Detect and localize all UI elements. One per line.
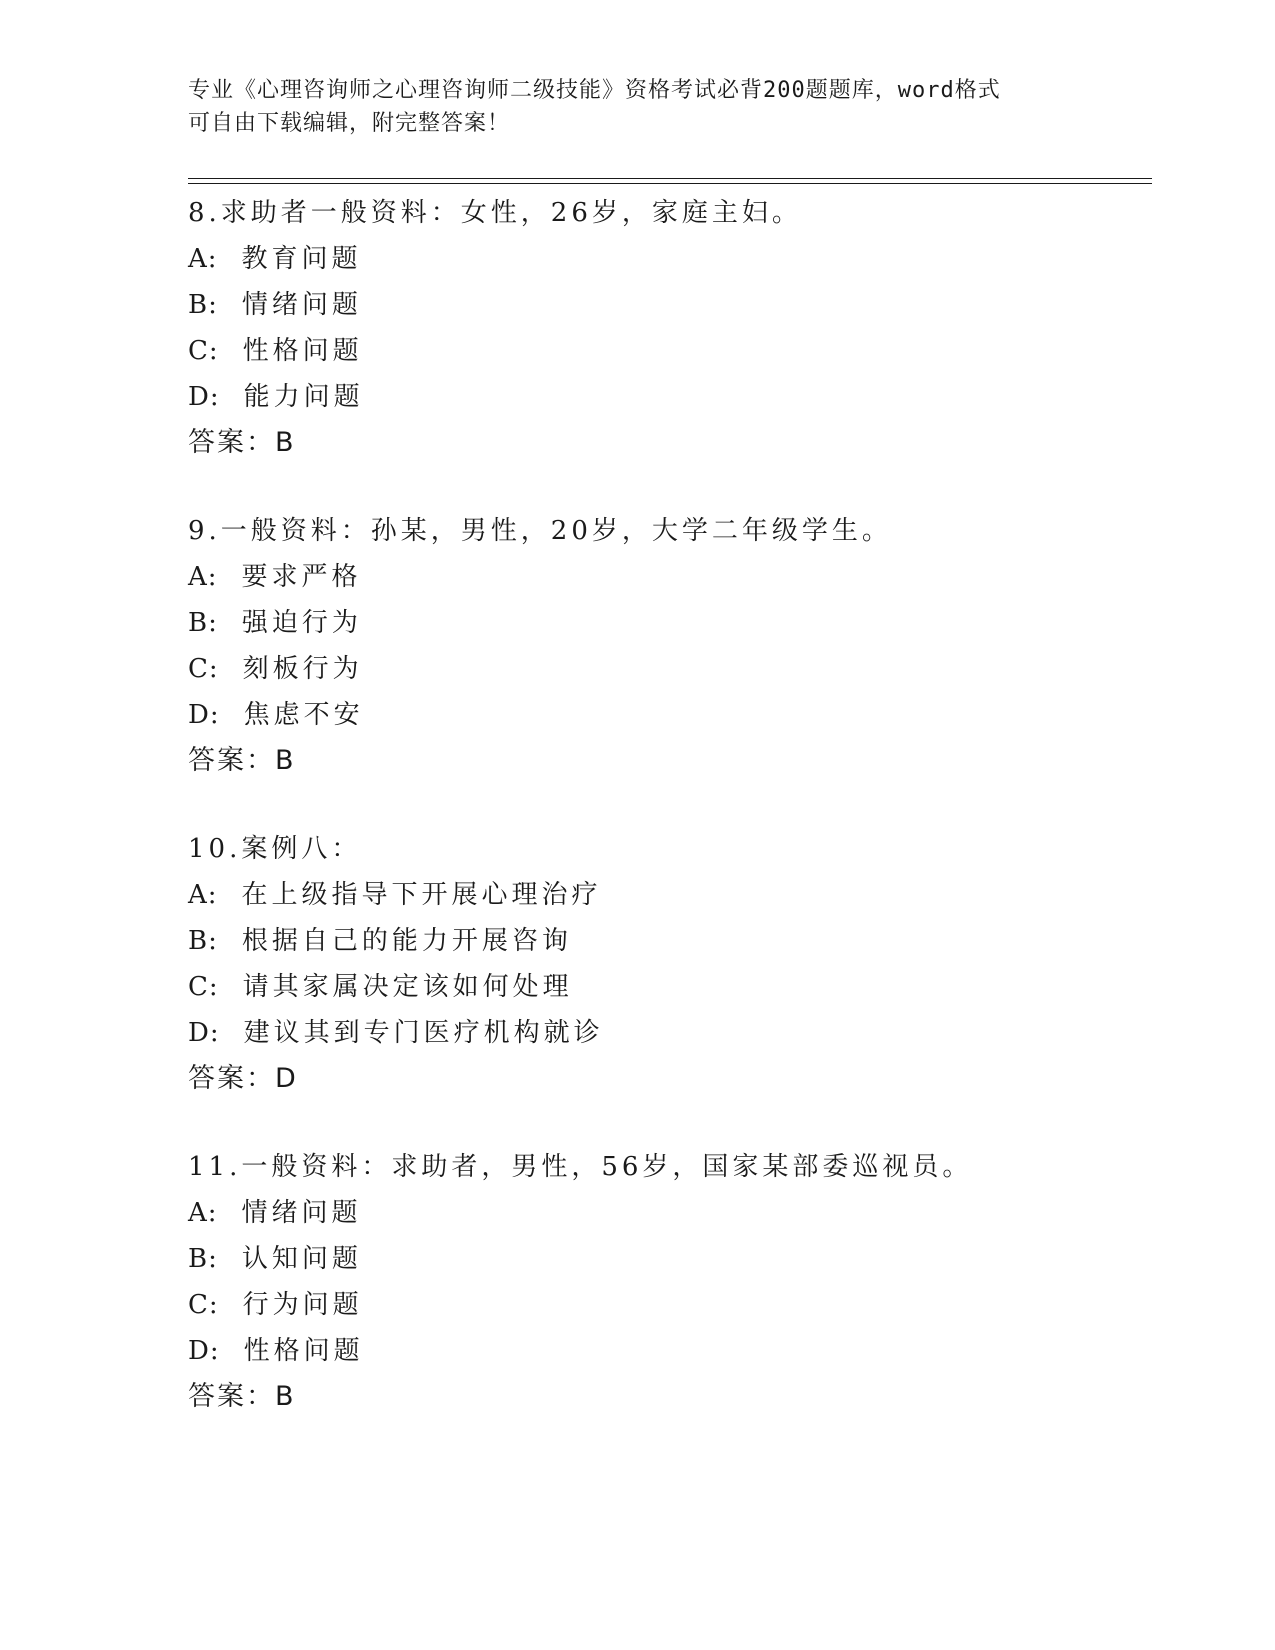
option-text: 请其家属决定该如何处理 <box>242 972 573 1002</box>
answer-line: 答案：D <box>188 1063 298 1094</box>
header-line-2: 可自由下载编辑，附完整答案！ <box>188 111 511 136</box>
option-letter: D: <box>188 700 220 730</box>
option-b <box>188 1236 1148 1282</box>
option-c <box>188 646 1148 692</box>
option-b <box>188 600 1148 646</box>
header-divider-top <box>188 178 1152 179</box>
option-a <box>188 236 1148 282</box>
option-text: 根据自己的能力开展咨询 <box>241 926 572 956</box>
option-text: 强迫行为 <box>241 608 362 638</box>
question-stem: 11.一般资料：求助者，男性，56岁，国家某部委巡视员。 <box>188 1152 973 1182</box>
option-letter: C: <box>188 654 219 684</box>
option-d <box>188 1010 1148 1056</box>
question-10 <box>188 826 1148 1102</box>
option-d <box>188 1328 1148 1374</box>
question-stem: 10.案例八： <box>188 834 362 864</box>
option-text: 能力问题 <box>243 382 364 412</box>
option-b <box>188 282 1148 328</box>
header-divider-bottom <box>188 183 1152 184</box>
option-b <box>188 918 1148 964</box>
option-letter: C: <box>188 336 219 366</box>
question-stem: 8.求助者一般资料：女性，26岁，家庭主妇。 <box>188 198 802 228</box>
answer-line: 答案：B <box>188 427 296 458</box>
option-letter: D: <box>188 1336 220 1366</box>
option-letter: C: <box>188 1290 219 1320</box>
option-c <box>188 1282 1148 1328</box>
question-list <box>188 190 1148 1462</box>
option-c <box>188 328 1148 374</box>
option-d <box>188 692 1148 738</box>
option-c <box>188 964 1148 1010</box>
question-8 <box>188 190 1148 466</box>
header-line-1: 专业《心理咨询师之心理咨询师二级技能》资格考试必背200题题库，word格式 <box>188 78 1001 103</box>
option-letter: B: <box>188 608 218 638</box>
option-a <box>188 872 1148 918</box>
option-a <box>188 554 1148 600</box>
option-text: 在上级指导下开展心理治疗 <box>241 880 602 910</box>
question-9 <box>188 508 1148 784</box>
option-letter: A: <box>188 244 218 274</box>
option-letter: A: <box>188 562 218 592</box>
option-letter: B: <box>188 1244 218 1274</box>
option-text: 教育问题 <box>241 244 362 274</box>
answer-line: 答案：B <box>188 1381 296 1412</box>
option-text: 性格问题 <box>243 1336 364 1366</box>
answer-line: 答案：B <box>188 745 296 776</box>
option-text: 刻板行为 <box>242 654 363 684</box>
question-11 <box>188 1144 1148 1420</box>
option-letter: C: <box>188 972 219 1002</box>
option-text: 要求严格 <box>241 562 362 592</box>
document-header <box>188 74 1088 140</box>
option-a <box>188 1190 1148 1236</box>
option-letter: B: <box>188 290 218 320</box>
option-text: 行为问题 <box>242 1290 363 1320</box>
option-letter: B: <box>188 926 218 956</box>
option-text: 情绪问题 <box>241 1198 362 1228</box>
option-text: 认知问题 <box>241 1244 362 1274</box>
option-text: 性格问题 <box>242 336 363 366</box>
option-letter: D: <box>188 1018 220 1048</box>
option-d <box>188 374 1148 420</box>
option-text: 情绪问题 <box>241 290 362 320</box>
option-text: 建议其到专门医疗机构就诊 <box>243 1018 604 1048</box>
option-text: 焦虑不安 <box>243 700 364 730</box>
option-letter: A: <box>188 880 218 910</box>
option-letter: D: <box>188 382 220 412</box>
option-letter: A: <box>188 1198 218 1228</box>
question-stem: 9.一般资料：孙某，男性，20岁，大学二年级学生。 <box>188 516 892 546</box>
